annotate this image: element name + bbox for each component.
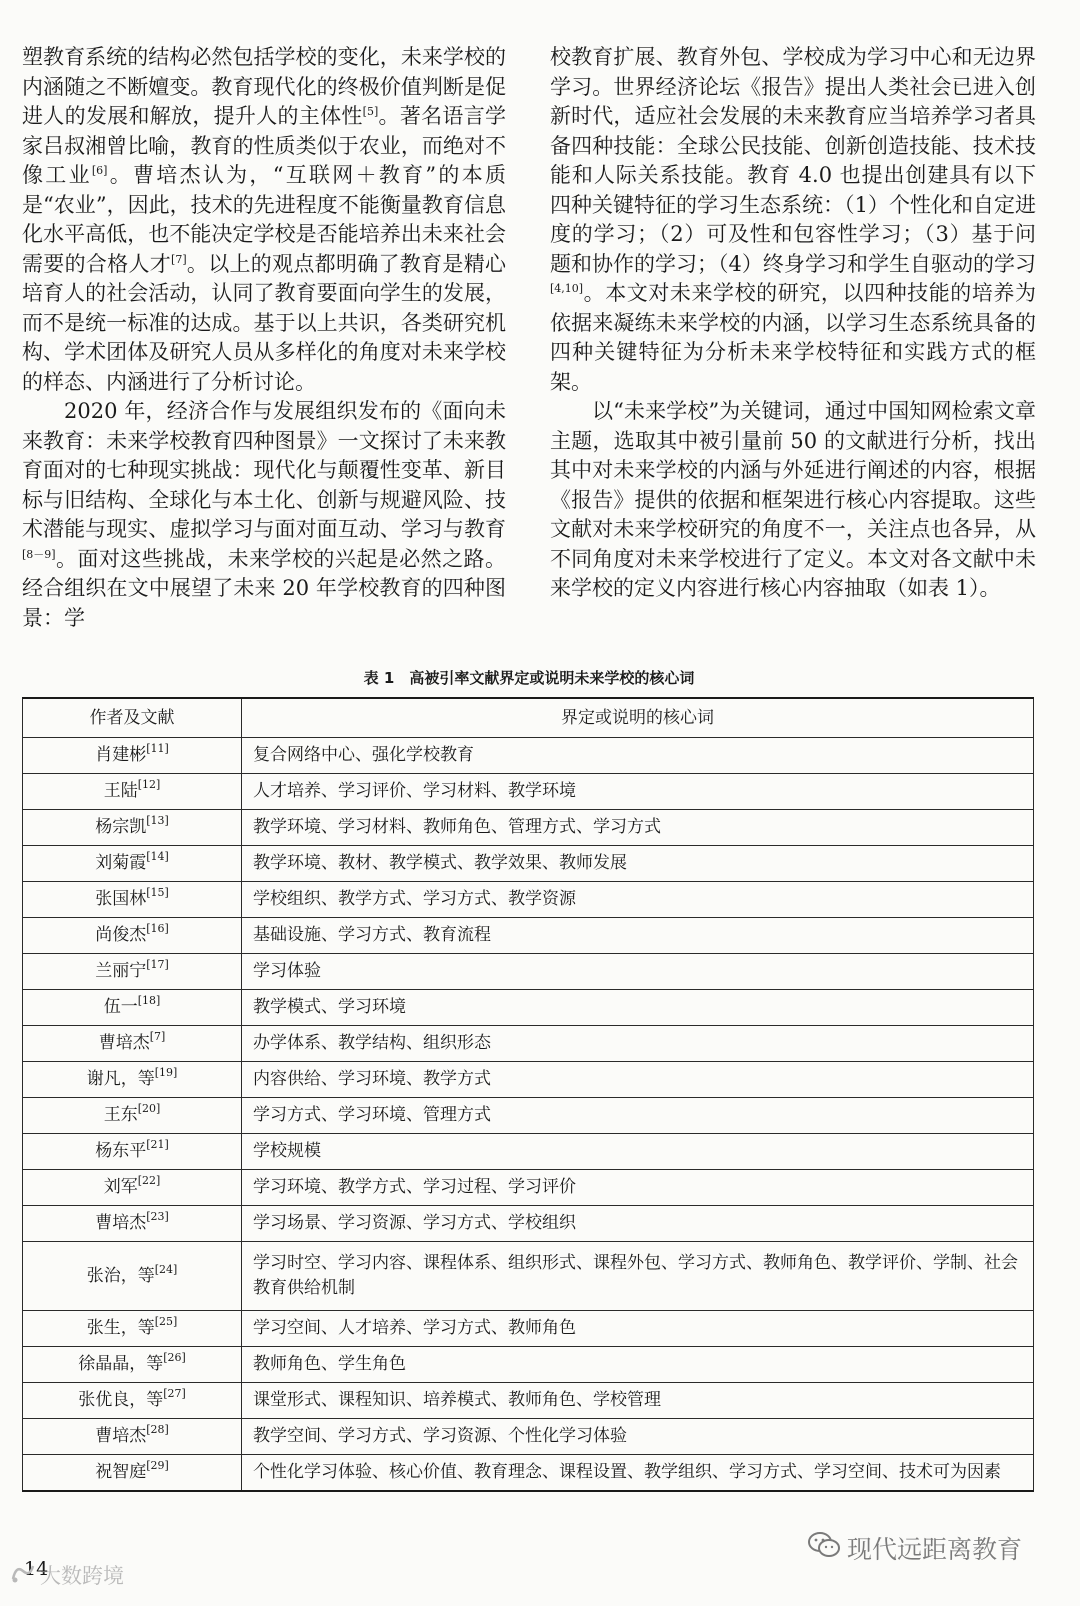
citation: [8－9] [22, 547, 56, 561]
citation: [21] [146, 1138, 169, 1151]
author-name: 张治，等 [86, 1265, 155, 1286]
citation: [17] [146, 958, 169, 971]
citation: [23] [146, 1210, 169, 1223]
author-name: 曹培杰 [98, 1033, 150, 1053]
watermark-right-text: 现代远距离教育 [846, 1535, 1022, 1564]
author-cell [23, 954, 242, 990]
citation: [29] [146, 1459, 169, 1472]
citation: [4,10] [550, 282, 584, 295]
table-row [23, 738, 1034, 774]
keywords-cell: 学校组织、教学方式、学习方式、教学资源 [242, 882, 1034, 918]
table-row [23, 954, 1034, 990]
citation: [5] [362, 105, 379, 118]
table-row [23, 774, 1034, 810]
keywords-cell: 教师角色、学生角色 [242, 1347, 1034, 1383]
paragraph: 塑教育系统的结构必然包括学校的变化，未来学校的内涵随之不断嬗变。教育现代化的终极价值判断是促进人的发展和解放，提升人的主体性[5]。著名语言学家吕叔湘曾比喻，教育的性质类似于农业，而绝对不像工业[6]。曹培杰认为，“互联网＋教育”的本质是“农业”，因此，技术的先进程度不能衡量教育信息化水平高低，也不能决定学校是否能培养出未来社会需要的合格人才[7]。以上的观点都明确了教育是精心培育人的社会活动，认同了教育要面向学生的发展，而不是统一标准的达成。基于以上共识，各类研究机构、学术团体及研究人员从多样化的角度对未来学校的样态、内涵进行了分析讨论。 [22, 45, 507, 394]
citation: [6] [91, 164, 108, 177]
author-cell [23, 1455, 242, 1492]
table-row [23, 918, 1034, 954]
citation: [7] [149, 1030, 166, 1043]
citation: [22] [137, 1174, 161, 1187]
keywords-cell: 课堂形式、课程知识、培养模式、教师角色、学校管理 [242, 1383, 1034, 1419]
watermark-right [807, 1530, 1022, 1566]
table-header-row [23, 698, 1034, 738]
author-cell [23, 738, 242, 774]
table-row [23, 1242, 1034, 1311]
citation: [16] [146, 922, 169, 935]
keywords-cell: 教学空间、学习方式、学习资源、个性化学习体验 [242, 1419, 1034, 1455]
author-name: 王东 [103, 1105, 138, 1125]
author-name: 张国林 [95, 889, 147, 909]
author-cell [23, 1206, 242, 1242]
author-name: 刘菊霞 [95, 853, 147, 873]
watermark-left [10, 1560, 124, 1590]
citation: [26] [163, 1351, 186, 1364]
page-number: 14 [24, 1558, 49, 1580]
left-text-column [22, 43, 506, 633]
header-author: 作者及文献 [23, 698, 242, 738]
paragraph: 2020 年，经济合作与发展组织发布的《面向未来教育：未来学校教育四种图景》一文探讨了未来教育面对的七种现实挑战：现代化与颠覆性变革、新目标与旧结构、全球化与本土化、创新与规避风险、技术潜能与现实、虚拟学习与面对面互动、学习与教育[8－9]。面对这些挑战，未来学校的兴起是必然之路。经合组织在文中展望了未来 20 年学校教育的四种图景：学 [22, 399, 506, 630]
author-name: 祝智庭 [95, 1462, 147, 1482]
citation: [15] [146, 886, 169, 899]
author-cell [23, 774, 242, 810]
author-cell [23, 990, 242, 1026]
author-cell [23, 810, 242, 846]
keywords-cell: 学习空间、人才培养、学习方式、教师角色 [242, 1311, 1034, 1347]
table-row [23, 1062, 1034, 1098]
author-cell [23, 1419, 242, 1455]
table-row [23, 1170, 1034, 1206]
keywords-cell: 学校规模 [242, 1134, 1034, 1170]
paragraph: 以“未来学校”为关键词，通过中国知网检索文章主题，选取其中被引量前 50 的文献进行分析，找出其中对未来学校的内涵与外延进行阐述的内容，根据《报告》提供的依据和框架进行核心内容提取。这些文献对未来学校研究的角度不一，关注点也各异，从不同角度对未来学校进行了定义。本文对各文献中未来学校的定义内容进行核心内容抽取（如表 1）。 [550, 399, 1036, 600]
author-cell [23, 1170, 242, 1206]
keywords-cell: 教学环境、学习材料、教师角色、管理方式、学习方式 [242, 810, 1034, 846]
author-cell [23, 1098, 242, 1134]
author-cell [23, 1062, 242, 1098]
table-row [23, 1026, 1034, 1062]
table-row [23, 1347, 1034, 1383]
author-name: 王陆 [103, 781, 138, 801]
keywords-cell: 教学环境、教材、教学模式、教学效果、教师发展 [242, 846, 1034, 882]
author-name: 伍一 [103, 997, 138, 1017]
keywords-cell: 学习时空、学习内容、课程体系、组织形式、课程外包、学习方式、教师角色、教学评价、学制、社会教育供给机制 [242, 1242, 1034, 1311]
author-name: 尚俊杰 [95, 925, 147, 945]
keywords-cell: 学习环境、教学方式、学习过程、学习评价 [242, 1170, 1034, 1206]
citation: [12] [137, 778, 161, 791]
citation: [19] [154, 1066, 178, 1079]
author-name: 徐晶晶，等 [78, 1354, 164, 1374]
keywords-cell: 学习体验 [242, 954, 1034, 990]
right-text-column [550, 43, 1036, 604]
table-body [23, 738, 1034, 1492]
citation: [25] [154, 1315, 178, 1328]
author-cell [23, 846, 242, 882]
author-name: 曹培杰 [95, 1213, 147, 1233]
author-name: 谢凡，等 [86, 1069, 155, 1089]
citation: [7] [171, 252, 187, 266]
keywords-cell: 学习方式、学习环境、管理方式 [242, 1098, 1034, 1134]
core-keywords-table [22, 697, 1034, 1492]
keywords-cell: 个性化学习体验、核心价值、教育理念、课程设置、教学组织、学习方式、学习空间、技术可为因素 [242, 1455, 1034, 1492]
author-name: 杨东平 [95, 1141, 147, 1161]
watermark-left-text: 大数跨境 [40, 1564, 124, 1588]
table-row [23, 846, 1034, 882]
table-row [23, 1134, 1034, 1170]
author-name: 张生，等 [86, 1318, 155, 1338]
author-name: 杨宗凯 [95, 817, 147, 837]
citation: [28] [146, 1423, 169, 1436]
citation: [27] [163, 1387, 186, 1400]
author-name: 肖建彬 [95, 745, 147, 765]
citation: [13] [146, 814, 169, 827]
citation: [20] [137, 1102, 161, 1115]
header-keywords: 界定或说明的核心词 [242, 698, 1034, 738]
citation: [18] [137, 994, 161, 1007]
author-cell [23, 1347, 242, 1383]
keywords-cell: 教学模式、学习环境 [242, 990, 1034, 1026]
table-row [23, 1419, 1034, 1455]
author-name: 曹培杰 [95, 1426, 147, 1446]
author-cell [23, 918, 242, 954]
table-row [23, 1311, 1034, 1347]
keywords-cell: 人才培养、学习评价、学习材料、教学环境 [242, 774, 1034, 810]
citation: [14] [146, 850, 169, 863]
author-cell [23, 1242, 242, 1311]
table-row [23, 1098, 1034, 1134]
author-cell [23, 1383, 242, 1419]
author-cell [23, 882, 242, 918]
table-caption: 表 1 高被引率文献界定或说明未来学校的核心词 [363, 669, 695, 687]
keywords-cell: 学习场景、学习资源、学习方式、学校组织 [242, 1206, 1034, 1242]
table-row [23, 882, 1034, 918]
table-row [23, 810, 1034, 846]
table-row [23, 1383, 1034, 1419]
author-name: 刘军 [103, 1177, 138, 1197]
author-cell [23, 1134, 242, 1170]
paragraph: 校教育扩展、教育外包、学校成为学习中心和无边界学习。世界经济论坛《报告》提出人类社会已进入创新时代，适应社会发展的未来教育应当培养学习者具备四种技能：全球公民技能、创新创造技能、技术技能和人际关系技能。教育 4.0 也提出创建具有以下四种关键特征的学习生态系统：（1）个性化和自定进度的学习；（2）可及性和包容性学习；（3）基于问题和协作的学习；（4）终身学习和学生自驱动的学习[4,10]。本文对未来学校的研究，以四种技能的培养为依据来凝练未来学校的内涵，以学习生态系统具备的四种关键特征为分析未来学校特征和实践方式的框架。 [550, 45, 1036, 394]
wechat-icon [807, 1531, 841, 1565]
author-name: 兰丽宁 [95, 961, 147, 981]
author-cell [23, 1311, 242, 1347]
table-row [23, 1455, 1034, 1492]
table-row [23, 990, 1034, 1026]
citation: [11] [146, 742, 169, 755]
author-name: 张优良，等 [78, 1390, 164, 1410]
keywords-cell: 办学体系、教学结构、组织形态 [242, 1026, 1034, 1062]
table-row [23, 1206, 1034, 1242]
brand-logo-icon [10, 1562, 36, 1589]
keywords-cell: 复合网络中心、强化学校教育 [242, 738, 1034, 774]
keywords-cell: 基础设施、学习方式、教育流程 [242, 918, 1034, 954]
keywords-cell: 内容供给、学习环境、教学方式 [242, 1062, 1034, 1098]
author-cell [23, 1026, 242, 1062]
citation: [24] [154, 1262, 178, 1276]
